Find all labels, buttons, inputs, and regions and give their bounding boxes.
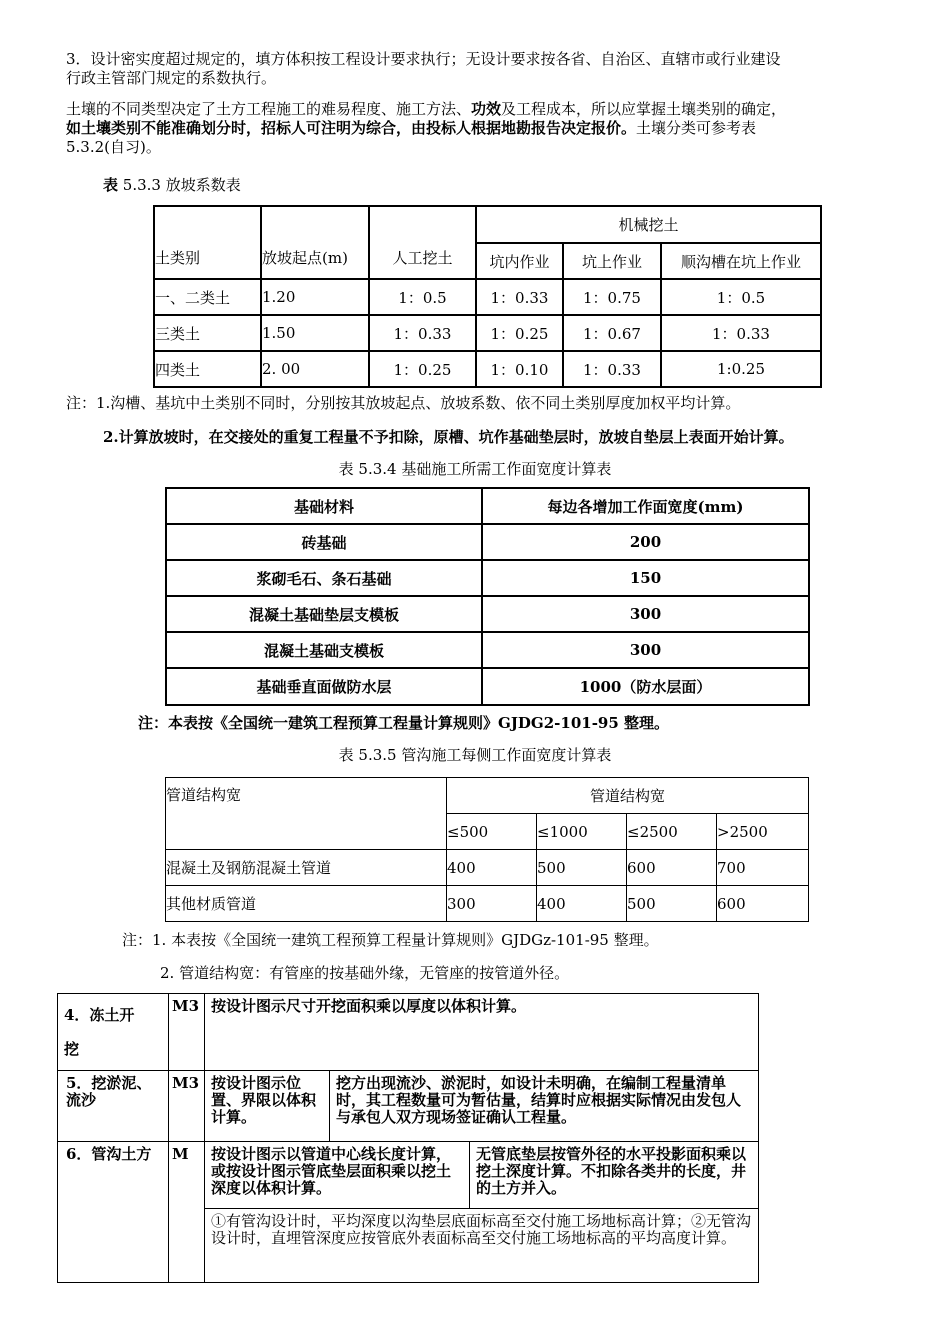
- cell-manual: 1：0.33: [369, 315, 476, 351]
- cell-value: 600: [627, 850, 717, 886]
- text: 土壤分类可参考表: [636, 119, 757, 137]
- cell-item: [58, 994, 169, 1071]
- header-type: 管道结构宽: [166, 778, 447, 850]
- cell-width: 150: [482, 560, 809, 596]
- table-row: [166, 668, 809, 705]
- header-manual: 人工挖土: [369, 206, 476, 279]
- cell-width: 1000（防水层面）: [482, 668, 809, 705]
- table1-caption: [103, 174, 241, 195]
- table3-note1: 注：1. 本表按《全国统一建筑工程预算工程量计算规则》GJDGz-101-95 整理。: [122, 931, 659, 949]
- cell-manual: 1：0.5: [369, 279, 476, 315]
- paragraph-line: 5.3.2(自习)。: [66, 138, 161, 156]
- text-bold: 如土壤类别不能准确划分时，招标人可注明为综合，由投标人根据地勘报告决定报价。: [66, 119, 637, 137]
- table2-note: 注：本表按《全国统一建筑工程预算工程量计算规则》GJDG2-101-95 整理。: [138, 714, 670, 732]
- cell-unit: M3: [169, 1071, 205, 1142]
- cell-trench: 1:0.25: [661, 351, 821, 387]
- cell-material: 砖基础: [166, 524, 482, 560]
- table-row: [154, 279, 821, 315]
- table-row: [166, 850, 809, 886]
- table-row: [166, 524, 809, 560]
- cell-in-pit: 1：0.25: [476, 315, 563, 351]
- cell-value: 500: [627, 886, 717, 922]
- table-row: [154, 315, 821, 351]
- table3-caption: 表 5.3.5 管沟施工每侧工作面宽度计算表: [338, 746, 612, 764]
- cell-type: 其他材质管道: [166, 886, 447, 922]
- cell-in-pit: 1：0.10: [476, 351, 563, 387]
- subheader-cell: ≤500: [447, 814, 537, 850]
- subheader-cell: >2500: [717, 814, 809, 850]
- header-material: 基础材料: [166, 488, 482, 524]
- cell-on-pit: 1：0.33: [563, 351, 661, 387]
- cell-value: 400: [537, 886, 627, 922]
- cell-note: 无管底垫层按管外径的水平投影面积乘以挖土深度计算。不扣除各类井的长度，井的土方并入。: [470, 1142, 759, 1209]
- cell-soil: 四类土: [154, 351, 261, 387]
- table1-note2: 2.计算放坡时，在交接处的重复工程量不予扣除，原槽、坑作基础垫层时，放坡自垫层上表面开始计算。: [103, 428, 794, 446]
- cell-material: 混凝土基础支模板: [166, 632, 482, 668]
- cell-soil: 三类土: [154, 315, 261, 351]
- cell-value: 600: [717, 886, 809, 922]
- table2-caption: 表 5.3.4 基础施工所需工作面宽度计算表: [338, 460, 612, 478]
- table-row: [166, 596, 809, 632]
- cell-item-line: 4．冻土开: [64, 1006, 135, 1024]
- cell-width: 300: [482, 632, 809, 668]
- cell-width: 300: [482, 596, 809, 632]
- cell-material: 混凝土基础垫层支模板: [166, 596, 482, 632]
- cell-item-line: 挖: [64, 1040, 80, 1058]
- caption-text: 5.3.3 放坡系数表: [118, 176, 241, 194]
- pipe-trench-width-table: [165, 777, 809, 922]
- cell-type: 混凝土及钢筋混凝土管道: [166, 850, 447, 886]
- cell-on-pit: 1：0.67: [563, 315, 661, 351]
- cell-on-pit: 1：0.75: [563, 279, 661, 315]
- header-trench: 顺沟槽在坑上作业: [661, 243, 821, 279]
- cell-item: 5．挖淤泥、流沙: [58, 1071, 169, 1142]
- cell-value: 300: [447, 886, 537, 922]
- cell-trench: 1：0.5: [661, 279, 821, 315]
- table-row: [58, 1142, 759, 1209]
- table-row: [154, 351, 821, 387]
- paragraph-line: 行政主管部门规定的系数执行。: [66, 69, 277, 87]
- cell-soil: 一、二类土: [154, 279, 261, 315]
- cell-rule: 按设计图示以管道中心线长度计算，或按设计图示管底垫层面积乘以挖土深度以体积计算。: [205, 1142, 470, 1209]
- cell-rule: 按设计图示尺寸开挖面积乘以厚度以体积计算。: [205, 994, 759, 1071]
- header-on-pit: 坑上作业: [563, 243, 661, 279]
- cell-rule: 按设计图示位置、界限以体积计算。: [205, 1071, 330, 1142]
- header-machine: 机械挖土: [476, 206, 821, 243]
- cell-material: 浆砌毛石、条石基础: [166, 560, 482, 596]
- header-width: 每边各增加工作面宽度(mm): [482, 488, 809, 524]
- cell-start: 1.50: [261, 315, 369, 351]
- cell-trench: 1：0.33: [661, 315, 821, 351]
- table-row: [58, 1071, 759, 1142]
- cell-value: 500: [537, 850, 627, 886]
- cell-value: 400: [447, 850, 537, 886]
- header-start: 放坡起点(m): [261, 206, 369, 279]
- text: 土壤的不同类型决定了土方工程施工的难易程度、施工方法、: [66, 100, 472, 118]
- cell-note: 挖方出现流沙、淤泥时，如设计未明确，在编制工程量清单时，其工程数量可为暂估量，结算时应根据实际情况由发包人与承包人双方现场签证确认工程量。: [330, 1071, 759, 1142]
- cell-material: 基础垂直面做防水层: [166, 668, 482, 705]
- paragraph-line: 3．设计密实度超过规定的，填方体积按工程设计要求执行；无设计要求按各省、自治区、直辖市或行业建设: [66, 50, 781, 68]
- subheader-cell: ≤2500: [627, 814, 717, 850]
- caption-prefix: 表: [103, 176, 119, 194]
- header-in-pit: 坑内作业: [476, 243, 563, 279]
- table-row: [166, 886, 809, 922]
- paragraph-soil-type: [66, 100, 926, 157]
- work-face-width-table: [165, 487, 810, 706]
- cell-value: 700: [717, 850, 809, 886]
- table-row: [58, 994, 759, 1071]
- cell-start: 2. 00: [261, 351, 369, 387]
- earthwork-rules-table: [57, 993, 759, 1283]
- slope-coefficient-table: [153, 205, 822, 388]
- paragraph-design-density: [66, 50, 916, 88]
- cell-unit: M3: [169, 994, 205, 1071]
- table1-note1: 注：1.沟槽、基坑中土类别不同时，分别按其放坡起点、放坡系数、依不同土类别厚度加权平均计算。: [66, 394, 741, 412]
- subheader-cell: ≤1000: [537, 814, 627, 850]
- cell-item: 6．管沟土方: [58, 1142, 169, 1283]
- table3-note2: 2. 管道结构宽：有管座的按基础外缘，无管座的按管道外径。: [160, 964, 570, 982]
- cell-extra: ①有管沟设计时，平均深度以沟垫层底面标高至交付施工场地标高计算；②无管沟设计时，直埋管深度应按管底外表面标高至交付施工场地标高的平均高度计算。: [205, 1209, 759, 1283]
- cell-width: 200: [482, 524, 809, 560]
- cell-start: 1.20: [261, 279, 369, 315]
- header-width: 管道结构宽: [447, 778, 809, 814]
- table-row: [166, 560, 809, 596]
- cell-in-pit: 1：0.33: [476, 279, 563, 315]
- table-row: [166, 632, 809, 668]
- text-bold: 功效: [471, 100, 502, 118]
- cell-unit: M: [169, 1142, 205, 1283]
- header-soil: 土类别: [154, 206, 261, 279]
- text: 及工程成本，所以应掌握土壤类别的确定，: [501, 100, 787, 118]
- cell-manual: 1：0.25: [369, 351, 476, 387]
